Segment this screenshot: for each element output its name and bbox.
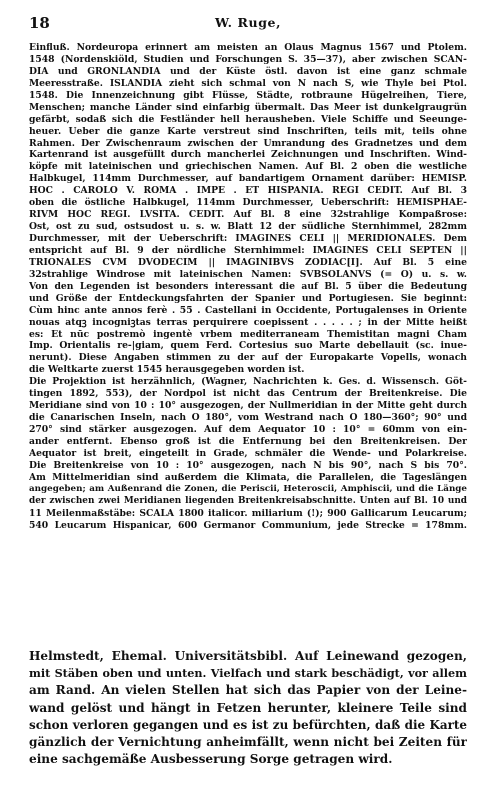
text-line: und Größe der Entdeckungsfahrten der Spanier und Portugiesen. Sie beginnt: [29,292,467,304]
text-line: Einfluß. Nordeuropa erinnert am meisten an Olaus Magnus 1567 und Ptolem. [29,42,467,53]
text-line: nerunt). Diese Angaben stimmen zu der auf der Europakarte Vopells, wonach [29,352,467,364]
text-line: schon verloren gegangen und es ist zu befürchten, daß die Karte [29,717,467,732]
page-header [29,14,467,34]
text-line: angegeben; am Außenrand die Zonen, die Periscii, Heteroscii, Amphiscii, und die Länge [29,483,467,494]
text-line: mit Stäben oben und unten. Vielfach und stark beschädigt, vor allem [29,666,467,681]
text-line: Halbkugel, 114mm Durchmesser, auf bandartigem Ornament darüber: HEMISP. [29,173,467,185]
text-line: gefärbt, sodaß sich die Festländer hell herausheben. Viele Schiffe und Seeunge- [29,113,467,125]
text-line: Menschen; manche Länder sind einfarbig übermalt. Das Meer ist dunkelgraugrün [29,101,467,113]
text-line: HOC . CAROLO V. ROMA . IMPE . ET HISPANIA. REGI CEDIT. Auf Bl. 3 [29,185,467,197]
text-line: 1548 (Nordenskiöld, Studien und Forschungen S. 35—37), aber zwischen SCAN- [29,53,467,65]
text-line: 11 Meilenmaßstäbe: SCALA 1800 italicor. miliarium (!); 900 Gallicarum Leucarum; [29,507,467,519]
text-line: Meridiane sind von 10 : 10° ausgezogen, der Nullmeridian in der Mitte geht durch [29,400,467,412]
text-line: tingen 1892, 553), der Nordpol ist nicht das Centrum der Breitenkreise. Die [29,388,467,400]
text-line: Die Breitenkreise von 10 : 10° ausgezogen, nach N bis 90°, nach S bis 70°. [29,459,467,471]
large-print-body [29,648,467,768]
page-number: 18 [29,14,50,32]
text-line: 32strahlige Windrose mit lateinischen Namen: SVBSOLANVS (= O) u. s. w. [29,268,467,280]
text-line: Rahmen. Der Zwischenraum zwischen der Umrandung des Gradnetzes und dem [29,137,467,149]
text-line: Aequator ist breit, eingeteilt in Grade, schmäler die Wende- und Polarkreise. [29,447,467,459]
text-line: Die Projektion ist herzähnlich, (Wagner, Nachrichten k. Ges. d. Wissensch. Göt- [29,376,467,388]
text-line: heuer. Ueber die ganze Karte verstreut sind Inschriften, teils mit, teils ohne [29,125,467,137]
text-line: am Rand. An vielen Stellen hat sich das Papier von der Leine- [29,683,467,698]
text-line: oben die östliche Halbkugel, 114mm Durchmesser, Ueberschrift: HEMISPHAE- [29,197,467,209]
text-line: TRIONALES CVM DVODECIM || IMAGINIBVS ZODIAC[I]. Auf Bl. 5 eine [29,256,467,268]
text-line: DIA und GRONLANDIA und der Küste östl. davon ist eine ganz schmale [29,65,467,77]
text-line: 1548. Die Innenzeichnung gibt Flüsse, Städte, rotbraune Hügelreihen, Tiere, [29,89,467,101]
text-line: eine sachgemäße Ausbesserung Sorge getragen wird. [29,752,393,767]
text-line: Cùm hinc ante annos ferè . 55 . Castellani in Occidente, Portugalenses in Oriente [29,304,467,316]
text-line: entspricht auf Bl. 9 der nördliche Sternhimmel: IMAGINES CELI SEPTEN || [29,244,467,256]
text-line: gänzlich der Vernichtung anheimfällt, wenn nicht bei Zeiten für [29,734,467,749]
text-line: 540 Leucarum Hispanicar, 600 Germanor Communium, jede Strecke = 178mm. [29,519,467,531]
text-line: ander entfernt. Ebenso groß ist die Entfernung bei den Breitenkreisen. Der [29,435,467,447]
text-line: RIVM HOC REGI. LVSITA. CEDIT. Auf Bl. 8 eine 32strahlige Kompaßrose: [29,209,467,221]
text-line: Imp. Orientalis re-|giam, quem Ferd. Cortesius suo Marte debellauit (sc. inue- [29,340,467,352]
text-line: Von den Legenden ist besonders interessant die auf Bl. 5 über die Bedeutung [29,280,467,292]
text-line: köpfe mit lateinischen und griechischen Namen. Auf Bl. 2 oben die westliche [29,161,467,173]
text-line: 270° sind stärker ausgezogen. Auf dem Aequator 10 : 10° = 60mm von ein- [29,424,467,435]
text-line: wand gelöst und hängt in Fetzen herunter, kleinere Teile sind [29,700,467,715]
running-head: W. Ruge, [214,15,282,30]
text-line: der zwischen zwei Meridianen liegenden Breitenkreisabschnitte. Unten auf Bl. 10 und [29,495,467,506]
small-print-body [29,42,467,531]
text-line: Durchmesser, mit der Ueberschrift: IMAGINES CELI || MERIDIONALES. Dem [29,233,467,244]
text-line: es: Et nūc postremò ingentè vrbem mediterraneam Themistitan magni Cham [29,328,467,340]
text-line: Am Mittelmeridian sind außerdem die Klimata, die Parallelen, die Tageslängen [29,471,467,483]
text-line: Ost, ost zu sud, ostsudost u. s. w. Blatt 12 der südliche Sternhimmel, 282mm [29,221,467,233]
text-line: die Weltkarte zuerst 1545 herausgegeben worden ist. [29,364,305,376]
text-line: die Canarischen Inseln, nach O 180°, vom Westrand nach O 180—360°; 90° und [29,412,467,424]
text-line: nouas atqꝫ incogniꝫtas terras perquirere coepissent . . . . . ; in der Mitte heißt [29,316,467,328]
text-line: Helmstedt, Ehemal. Universitätsbibl. Auf Leinewand gezogen, [29,649,467,663]
text-line: Kartenrand ist ausgefüllt durch mancherlei Zeichnungen und Inschriften. Wind- [29,149,467,161]
text-line: Meeresstraße. ISLANDIA zieht sich schmal von N nach S, wie Thyle bei Ptol. [29,77,467,89]
